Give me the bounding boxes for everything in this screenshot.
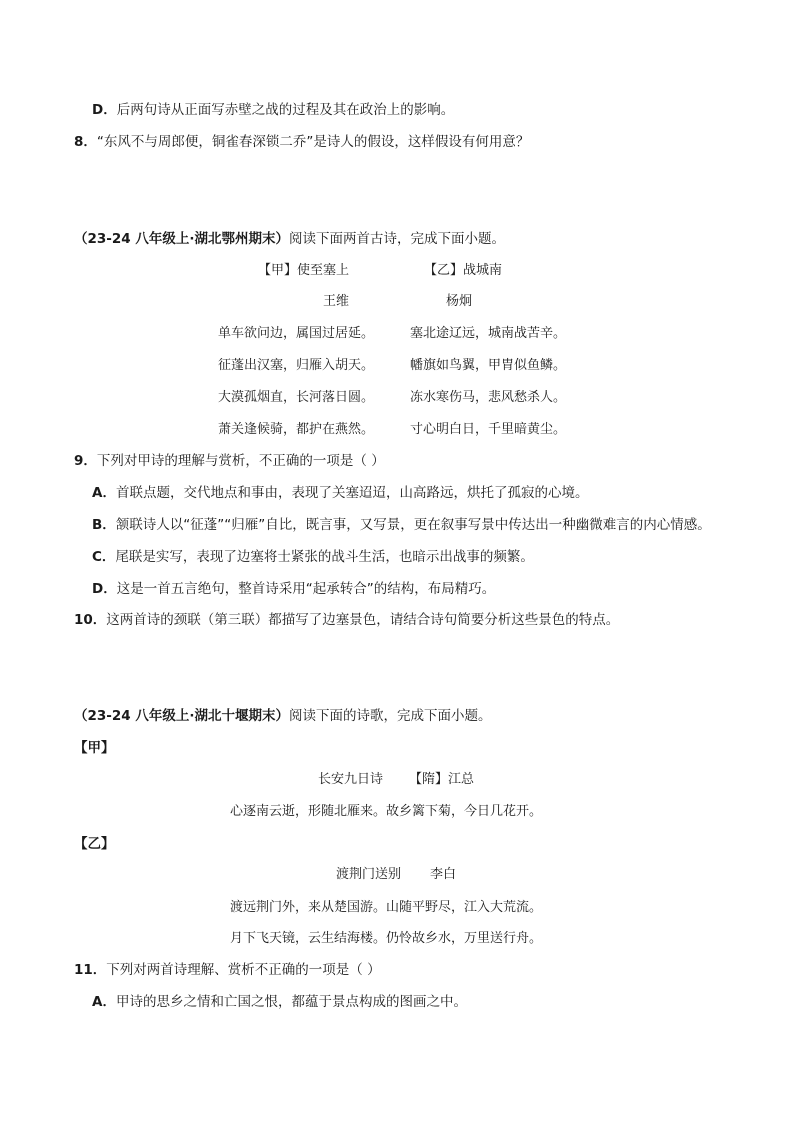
option-text: 后两句诗从正面写赤壁之战的过程及其在政治上的影响。	[116, 102, 455, 118]
poem-yi-line: 月下飞天镜，云生结海楼。仍怜故乡水，万里送行舟。	[230, 931, 543, 946]
question-9	[74, 452, 385, 470]
option-letter: D．	[92, 102, 117, 118]
question-number: 9．	[74, 453, 97, 469]
poem-jia-title: 长安九日诗	[318, 772, 384, 787]
option-letter: D．	[92, 581, 117, 597]
poem-b-line: 寸心明白日，千里暗黄尘。	[410, 422, 567, 437]
section2-header	[74, 707, 492, 725]
label-yi: 【乙】	[74, 836, 115, 852]
q11-option-a	[92, 993, 467, 1011]
poem-yi-line: 渡远荆门外，来从楚国游。山随平野尽，江入大荒流。	[230, 900, 543, 915]
option-text: 甲诗的思乡之情和亡国之恨，都蕴于景点构成的图画之中。	[115, 994, 467, 1010]
question-number: 10．	[74, 612, 107, 628]
option-letter: A．	[92, 485, 116, 501]
option-text: 尾联是实写，表现了边塞将士紧张的战斗生活，也暗示出战事的频繁。	[115, 549, 534, 565]
question-number: 8．	[74, 134, 97, 150]
poem-yi-title: 渡荆门送别	[336, 867, 402, 882]
poem-jia-author: 【隋】江总	[409, 772, 475, 787]
question-text: 下列对两首诗理解、赏析不正确的一项是（ ）	[106, 962, 381, 978]
option-letter: B．	[92, 517, 116, 533]
poem-a-line: 单车欲问边，属国过居延。	[218, 326, 375, 341]
label-jia: 【甲】	[74, 740, 115, 756]
option-text: 这是一首五言绝句，整首诗采用“起承转合”的结构，布局精巧。	[116, 581, 496, 597]
poem-a-author: 王维	[323, 294, 350, 309]
question-11	[74, 961, 381, 979]
question-text: 这两首诗的颈联（第三联）都描写了边塞景色，请结合诗句简要分析这些景色的特点。	[106, 612, 620, 628]
question-8	[74, 133, 529, 151]
question-text: “东风不与周郎便，铜雀春深锁二乔”是诗人的假设，这样假设有何用意？	[96, 134, 530, 150]
q7-option-d	[92, 101, 454, 119]
section-instruction: 阅读下面两首古诗，完成下面小题。	[289, 231, 506, 247]
poem-yi-author: 李白	[430, 867, 457, 882]
poem-a-title: 【甲】使至塞上	[258, 263, 350, 278]
question-10	[74, 611, 619, 629]
poem-jia-line: 心逐南云逝，形随北雁来。故乡篱下菊，今日几花开。	[230, 804, 543, 819]
section-instruction: 阅读下面的诗歌，完成下面小题。	[289, 708, 492, 724]
section-source: （23-24 八年级上·湖北鄂州期末）	[74, 231, 290, 247]
poem-a-line: 征蓬出汉塞，归雁入胡天。	[218, 358, 375, 373]
q9-option-a	[92, 484, 588, 502]
poem-b-line: 塞北途辽远，城南战苦辛。	[410, 326, 567, 341]
section-source: （23-24 八年级上·湖北十堰期末）	[74, 708, 290, 724]
option-letter: C．	[92, 549, 116, 565]
poem-b-title: 【乙】战城南	[424, 263, 503, 278]
question-number: 11．	[74, 962, 107, 978]
option-text: 颔联诗人以“征蓬”“归雁”自比，既言事，又写景，更在叙事写景中传达出一种幽微难言的内心情感。	[115, 517, 711, 533]
section1-header	[74, 230, 505, 248]
option-letter: A．	[92, 994, 116, 1010]
poem-b-line: 冻水寒伤马，悲风愁杀人。	[410, 390, 567, 405]
poem-a-line: 萧关逢候骑，都护在燕然。	[218, 422, 375, 437]
q9-option-d	[92, 580, 495, 598]
poem-b-line: 幡旗如鸟翼，甲胄似鱼鳞。	[410, 358, 567, 373]
poem-a-line: 大漠孤烟直，长河落日圆。	[218, 390, 375, 405]
q9-option-c	[92, 548, 534, 566]
option-text: 首联点题，交代地点和事由，表现了关塞迢迢，山高路远，烘托了孤寂的心境。	[115, 485, 589, 501]
q9-option-b	[92, 516, 711, 534]
question-text: 下列对甲诗的理解与赏析，不正确的一项是（ ）	[96, 453, 385, 469]
poem-b-author: 杨炯	[446, 294, 473, 309]
